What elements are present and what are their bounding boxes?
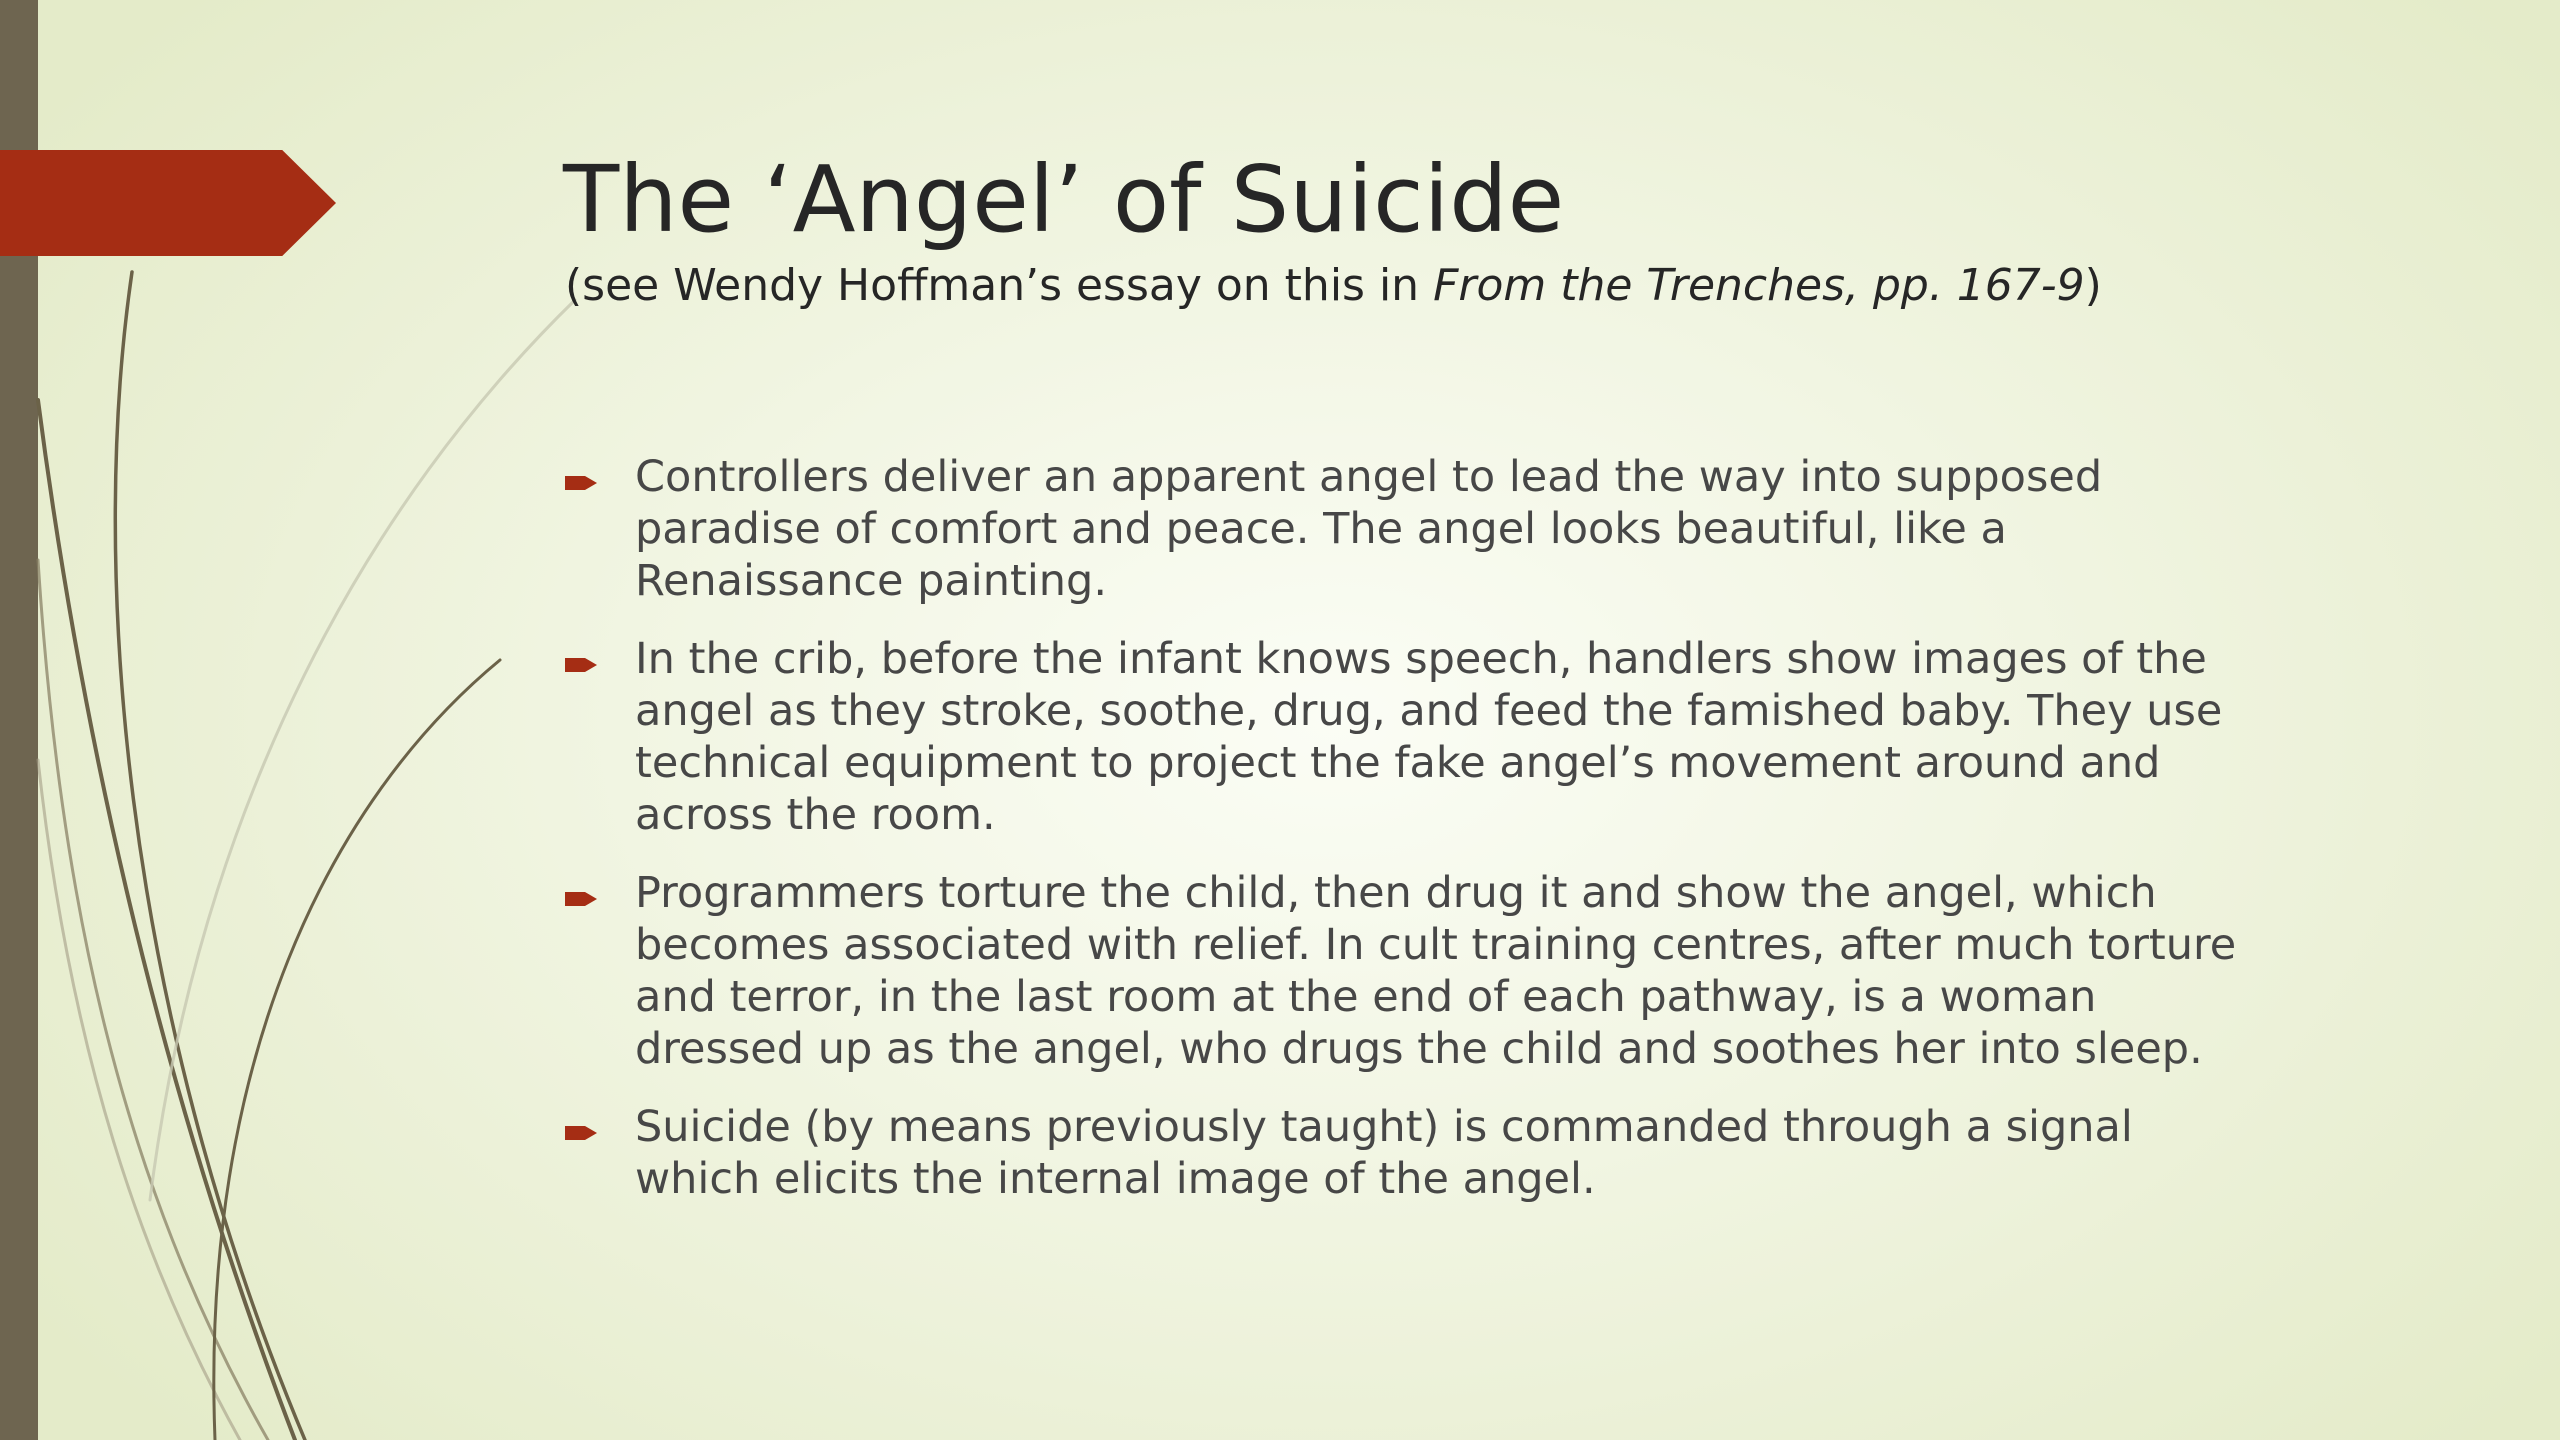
- slide-subtitle: [565, 254, 2102, 318]
- bullet-item: [565, 451, 2465, 607]
- bullet-line: Suicide (by means previously taught) is commanded through a signal: [635, 1102, 2133, 1152]
- subtitle-book-title: From the Trenches, pp. 167-9: [1433, 260, 2085, 311]
- bullet-list: [565, 451, 2465, 1231]
- title-arrow-tab: [0, 150, 336, 256]
- bullet-line: technical equipment to project the fake angel’s movement around and: [635, 738, 2161, 788]
- bullet-line: becomes associated with relief. In cult training centres, after much torture: [635, 920, 2237, 970]
- bullet-line: across the room.: [635, 790, 996, 840]
- subtitle-suffix: ): [2084, 260, 2102, 311]
- subtitle-prefix: (see Wendy Hoffman’s essay on this in: [565, 260, 1434, 311]
- bullet-line: angel as they stroke, soothe, drug, and feed the famished baby. They use: [635, 686, 2223, 736]
- arrow-bullet-icon: [565, 653, 601, 677]
- bullet-line: Renaissance painting.: [635, 556, 1107, 606]
- bullet-item: [565, 867, 2465, 1075]
- bullet-item: [565, 1101, 2465, 1205]
- bullet-line: Controllers deliver an apparent angel to lead the way into supposed: [635, 452, 2103, 502]
- arrow-bullet-icon: [565, 1121, 601, 1145]
- bullet-line: paradise of comfort and peace. The angel looks beautiful, like a: [635, 504, 2007, 554]
- arrow-bullet-icon: [565, 471, 601, 495]
- bullet-line: dressed up as the angel, who drugs the child and soothes her into sleep.: [635, 1024, 2203, 1074]
- bullet-line: Programmers torture the child, then drug it and show the angel, which: [635, 868, 2157, 918]
- bullet-item: [565, 633, 2465, 841]
- slide-title: The ‘Angel’ of Suicide: [563, 146, 1565, 253]
- bullet-line: and terror, in the last room at the end of each pathway, is a woman: [635, 972, 2097, 1022]
- bullet-line: which elicits the internal image of the angel.: [635, 1154, 1596, 1204]
- arrow-bullet-icon: [565, 887, 601, 911]
- bullet-line: In the crib, before the infant knows speech, handlers show images of the: [635, 634, 2207, 684]
